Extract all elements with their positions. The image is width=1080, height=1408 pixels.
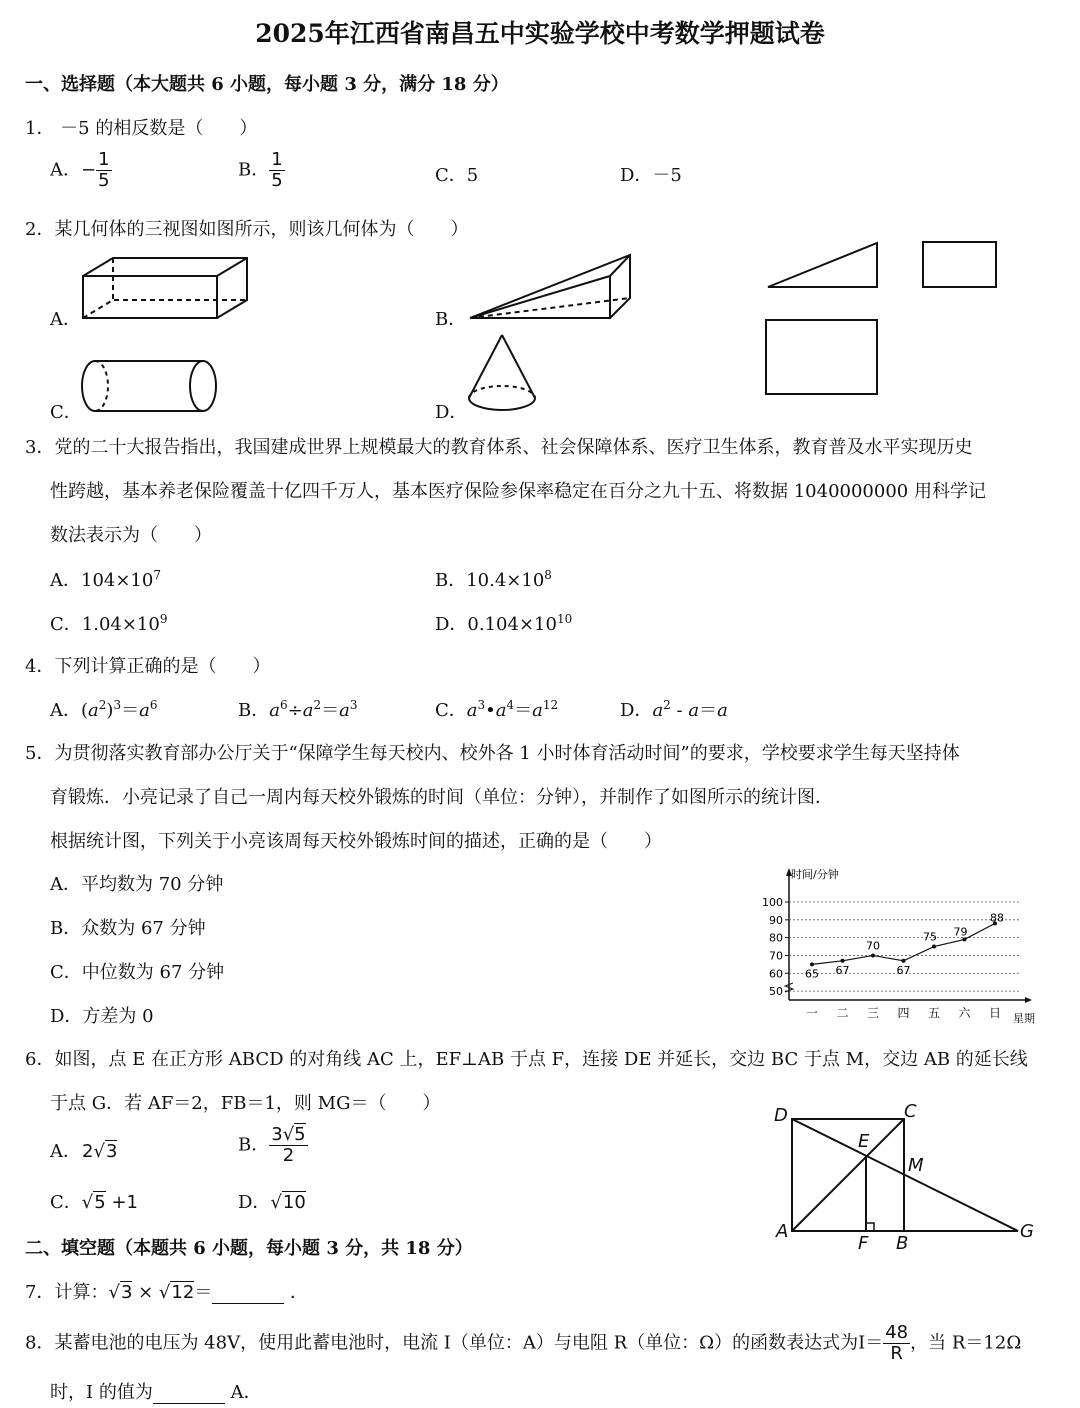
q2-b-wedge: [470, 255, 630, 318]
q8-unit: A．: [230, 1382, 262, 1403]
q7-radicand-2: 12: [171, 1282, 195, 1303]
q1-a-num: 1: [98, 149, 110, 170]
q4-c-label: C．: [435, 700, 467, 721]
chart-x-label: 星期: [1013, 1012, 1035, 1025]
q3-b-exp: 8: [544, 568, 552, 582]
chart-data-label-2: 70: [866, 939, 880, 953]
chart-ytick-90: 90: [769, 913, 783, 927]
label-b: B: [896, 1233, 909, 1254]
q7-end: ．: [290, 1282, 309, 1303]
question-6-line-2: 于点 G．若 AF＝2，FB＝1，则 MG＝（ ）: [50, 1093, 441, 1114]
page-title: 2025年江西省南昌五中实验学校中考数学押题试卷: [255, 19, 825, 48]
chart-ytick-70: 70: [769, 949, 783, 963]
q1-b-label: B．: [238, 159, 270, 181]
q8-formula-lhs: I＝: [858, 1332, 884, 1354]
q6-geometry-figure: [760, 1095, 1050, 1255]
q2-a-cuboid: [83, 258, 247, 318]
label-g: G: [1020, 1221, 1034, 1242]
q5-option-c: C．中位数为 67 分钟: [50, 962, 225, 983]
q6-b-label: B．: [238, 1134, 270, 1156]
q3-option-d: [435, 610, 572, 636]
q5-line-chart: [755, 862, 1055, 1030]
question-5-line-2: 育锻炼．小亮记录了自己一周内每天校外锻炼的时间（单位：分钟），并制作了如图所示的统计图．: [50, 787, 833, 808]
q1-b-den: 5: [271, 170, 283, 191]
diagonal-ac: [792, 1119, 904, 1231]
q2-option-c-label: C．: [50, 402, 82, 423]
q2-figures: [0, 0, 1080, 430]
q6-d-radicand: 10: [282, 1192, 306, 1213]
question-5-line-1: 5．为贯彻落实教育部办公厅关于“保障学生每天校内、校外各 1 小时体育活动时间”的要求，学校要求学生每天坚持体: [25, 743, 960, 764]
q8-line-1-text: 8．某蓄电池的电压为 48V，使用此蓄电池时，电流 I（单位：A）与电阻 R（单位：Ω）的函数表达式为: [25, 1332, 859, 1354]
q3-d-text: D．0.104×10: [435, 614, 557, 635]
chart-xtick-3: 四: [897, 1006, 910, 1020]
q6-b-fraction: [269, 1125, 307, 1166]
q6-b-radicand: 5: [294, 1124, 306, 1145]
q1-a-label: A．: [50, 159, 81, 181]
chart-series-line: [812, 923, 995, 964]
chart-ytick-50: 50: [769, 985, 783, 999]
question-8-line-1: [25, 1323, 1021, 1364]
q2-three-views: [766, 242, 996, 394]
label-f: F: [858, 1233, 869, 1254]
q6-option-a: [50, 1137, 117, 1163]
q4-option-a: A．$(a^2)^3=a^6$: [50, 698, 158, 721]
question-3-line-2: 性跨越，基本养老保险覆盖十亿四千万人，基本医疗保险参保率稳定在百分之九十五、将数据 1040000000 用科学记: [50, 481, 986, 502]
q6-option-c: [50, 1188, 138, 1214]
chart-point-1: [841, 959, 845, 963]
chart-point-2: [871, 953, 875, 957]
chart-data-label-4: 75: [923, 930, 937, 944]
q4-option-d: D．$a^2 - a=a$: [620, 698, 728, 721]
question-8-line-2: [50, 1378, 262, 1404]
question-4-stem: 4．下列计算正确的是（ ）: [25, 656, 271, 677]
q4-a-label: A．: [50, 700, 81, 721]
chart-ytick-100: 100: [762, 896, 783, 909]
question-6-line-1: 6．如图，点 E 在正方形 ABCD 的对角线 AC 上，EF⊥AB 于点 F，连接 DE 并延长，交边 BC 于点 M，交边 AB 的延长线: [25, 1049, 1028, 1070]
chart-xtick-2: 三: [866, 1006, 880, 1020]
q6-c-tail: +1: [105, 1192, 138, 1213]
q8-line-2-prefix: 时，I 的值为: [50, 1382, 153, 1403]
chart-xtick-5: 六: [958, 1006, 971, 1020]
q4-option-b: B．$a^6\div a^2=a^3$: [238, 698, 358, 721]
q8-formula-num: 48: [885, 1322, 909, 1343]
right-angle-mark: [866, 1223, 874, 1231]
chart-point-4: [932, 945, 936, 949]
q3-option-b: [435, 566, 552, 592]
chart-xtick-6: 日: [988, 1006, 1002, 1020]
chart-xtick-4: 五: [927, 1006, 941, 1020]
q1-option-c: C．5: [435, 165, 479, 186]
label-m: M: [908, 1155, 924, 1176]
q6-d-label: D．: [238, 1192, 271, 1213]
chart-data-label-0: 65: [805, 967, 819, 981]
q6-b-num: 3√5: [271, 1124, 306, 1145]
q6-a-radicand: 3: [105, 1141, 118, 1162]
q3-a-text: A．104×10: [50, 570, 154, 591]
section-choice-heading: 一、选择题（本大题共 6 小题，每小题 3 分，满分 18 分）: [25, 74, 509, 95]
q7-answer-blank[interactable]: [212, 1285, 284, 1304]
q6-a-coef: 2: [82, 1141, 94, 1162]
q8-answer-blank[interactable]: [153, 1385, 225, 1404]
q5-option-b: B．众数为 67 分钟: [50, 918, 206, 939]
q1-option-d: D．－5: [620, 165, 682, 186]
q4-b-label: B．: [238, 700, 270, 721]
question-3-line-3: 数法表示为（ ）: [50, 525, 212, 546]
q4-d-label: D．: [620, 700, 653, 721]
q3-c-text: C．1.04×10: [50, 614, 160, 635]
question-3-line-1: 3．党的二十大报告指出，我国建成世界上规模最大的教育体系、社会保障体系、医疗卫生体系，教育普及水平实现历史: [25, 437, 973, 458]
section-fill-heading: 二、填空题（本题共 6 小题，每小题 3 分，共 18 分）: [25, 1238, 473, 1259]
q6-b-den: 2: [282, 1145, 295, 1166]
question-1-stem: 1． －5 的相反数是（ ）: [25, 118, 258, 139]
q2-c-cylinder: [82, 361, 216, 411]
q6-option-d: [238, 1188, 306, 1214]
q7-prefix: 7．计算：: [25, 1282, 109, 1303]
q7-radicand-1: 3: [120, 1282, 133, 1303]
q6-c-radical: √5: [81, 1192, 106, 1213]
q6-d-radical: √10: [270, 1192, 306, 1213]
q6-b-coef: 3: [271, 1124, 283, 1145]
q2-option-b-label: B．: [435, 309, 467, 330]
question-2-stem: 2．某几何体的三视图如图所示，则该几何体为（ ）: [25, 219, 469, 240]
q7-radical-2: √12: [158, 1282, 195, 1303]
q6-a-label: A．: [50, 1141, 81, 1162]
q7-radical-1: √3: [108, 1282, 133, 1303]
q8-line-1-tail: ，当 R＝12Ω: [910, 1332, 1022, 1354]
q1-a-den: 5: [98, 170, 110, 191]
chart-data-label-3: 67: [896, 963, 911, 977]
q6-c-radicand: 5: [94, 1192, 106, 1213]
chart-x-arrow: [1025, 997, 1032, 1003]
chart-data-label-6: 88: [990, 911, 1004, 925]
q2-d-cone: [469, 335, 535, 410]
q2-option-d-label: D．: [435, 402, 468, 423]
chart-ytick-60: 60: [769, 967, 783, 981]
label-e: E: [858, 1131, 870, 1152]
q3-a-exp: 7: [153, 568, 161, 582]
q5-option-a: A．平均数为 70 分钟: [50, 874, 224, 895]
q1-a-neg: −: [81, 159, 97, 181]
q3-d-exp: 10: [556, 612, 573, 626]
label-a: A: [776, 1221, 789, 1242]
q8-formula-den: R: [890, 1343, 903, 1364]
chart-ytick-80: 80: [769, 931, 783, 945]
q7-equals: ＝: [194, 1282, 213, 1303]
chart-xtick-0: 一: [805, 1006, 819, 1020]
label-d: D: [774, 1105, 788, 1126]
chart-point-0: [810, 962, 814, 966]
q7-times: ×: [132, 1282, 159, 1303]
q5-option-d: D．方差为 0: [50, 1006, 154, 1027]
q2-option-a-label: A．: [50, 309, 81, 330]
q4-option-c: C．$a^3•a^4=a^{12}$: [435, 698, 559, 721]
chart-data-label-1: 67: [835, 963, 850, 977]
q8-formula-fraction: [883, 1323, 910, 1364]
q6-c-label: C．: [50, 1192, 82, 1213]
label-c: C: [904, 1101, 917, 1122]
q3-option-c: [50, 610, 167, 636]
q6-a-radical: 2√3: [82, 1141, 118, 1162]
q3-c-exp: 9: [159, 612, 168, 626]
chart-y-label: 时间/分钟: [791, 868, 839, 881]
q6-option-b: [238, 1125, 308, 1166]
chart-point-3: [902, 959, 906, 963]
q3-option-a: [50, 566, 161, 592]
question-5-line-3: 根据统计图，下列关于小亮该周每天校外锻炼时间的描述，正确的是（ ）: [50, 831, 662, 852]
question-7: [25, 1278, 308, 1304]
q3-b-text: B．10.4×10: [435, 570, 545, 591]
q1-b-num: 1: [271, 149, 283, 170]
chart-data-label-5: 79: [953, 925, 968, 939]
chart-xtick-1: 二: [836, 1006, 849, 1020]
